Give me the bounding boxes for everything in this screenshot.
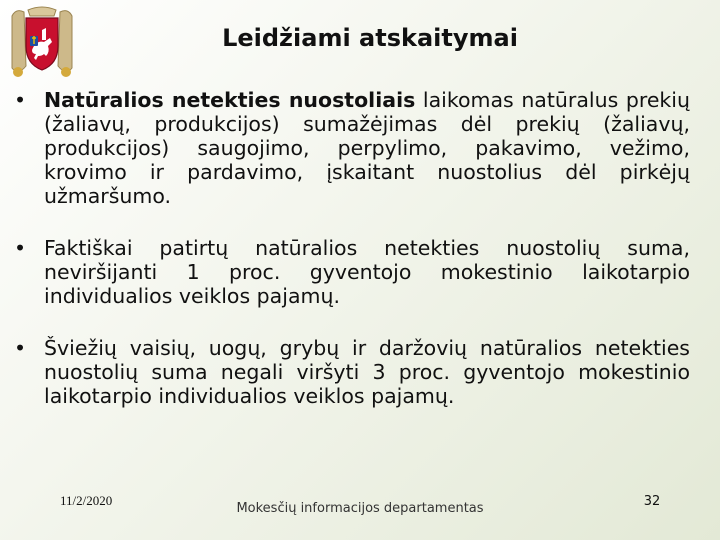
bullet-text: Šviežių vaisių, uogų, grybų ir daržovių natūralios netekties nuostolių suma negali viršyti 3 proc. gyventojo mokestinio laikotarpio individualios veiklos pajamų. bbox=[44, 336, 690, 408]
bullet-text: laikomas natūralus prekių (žaliavų, produkcijos) sumažėjimas dėl prekių (žaliavų, produkcijos) saugojimo, perpylimo, pakavimo, vežimo, krovimo ir pardavimo, įskaitant nuostolius dėl pirkėjų užmaršumo. bbox=[44, 88, 690, 208]
footer-department: Mokesčių informacijos departamentas bbox=[236, 501, 484, 516]
footer-date: 11/2/2020 bbox=[60, 493, 113, 508]
page-number: 32 bbox=[643, 494, 661, 509]
bullet-marker: • bbox=[14, 236, 27, 260]
bullet-item bbox=[14, 88, 690, 208]
bullet-item bbox=[14, 336, 690, 408]
slide-title: Leidžiami atskaitymai bbox=[222, 24, 518, 52]
bullet-text: Faktiškai patirtų natūralios netekties nuostolių suma, neviršijanti 1 proc. gyventojo mokestinio laikotarpio individualios veiklos pajamų. bbox=[44, 236, 690, 308]
bullet-list bbox=[14, 88, 690, 436]
bullet-marker: • bbox=[14, 336, 27, 360]
coat-of-arms-icon bbox=[8, 6, 76, 78]
bullet-marker: • bbox=[14, 88, 27, 112]
bullet-bold-term: Natūralios netekties nuostoliais bbox=[44, 88, 416, 112]
bullet-item bbox=[14, 236, 690, 308]
